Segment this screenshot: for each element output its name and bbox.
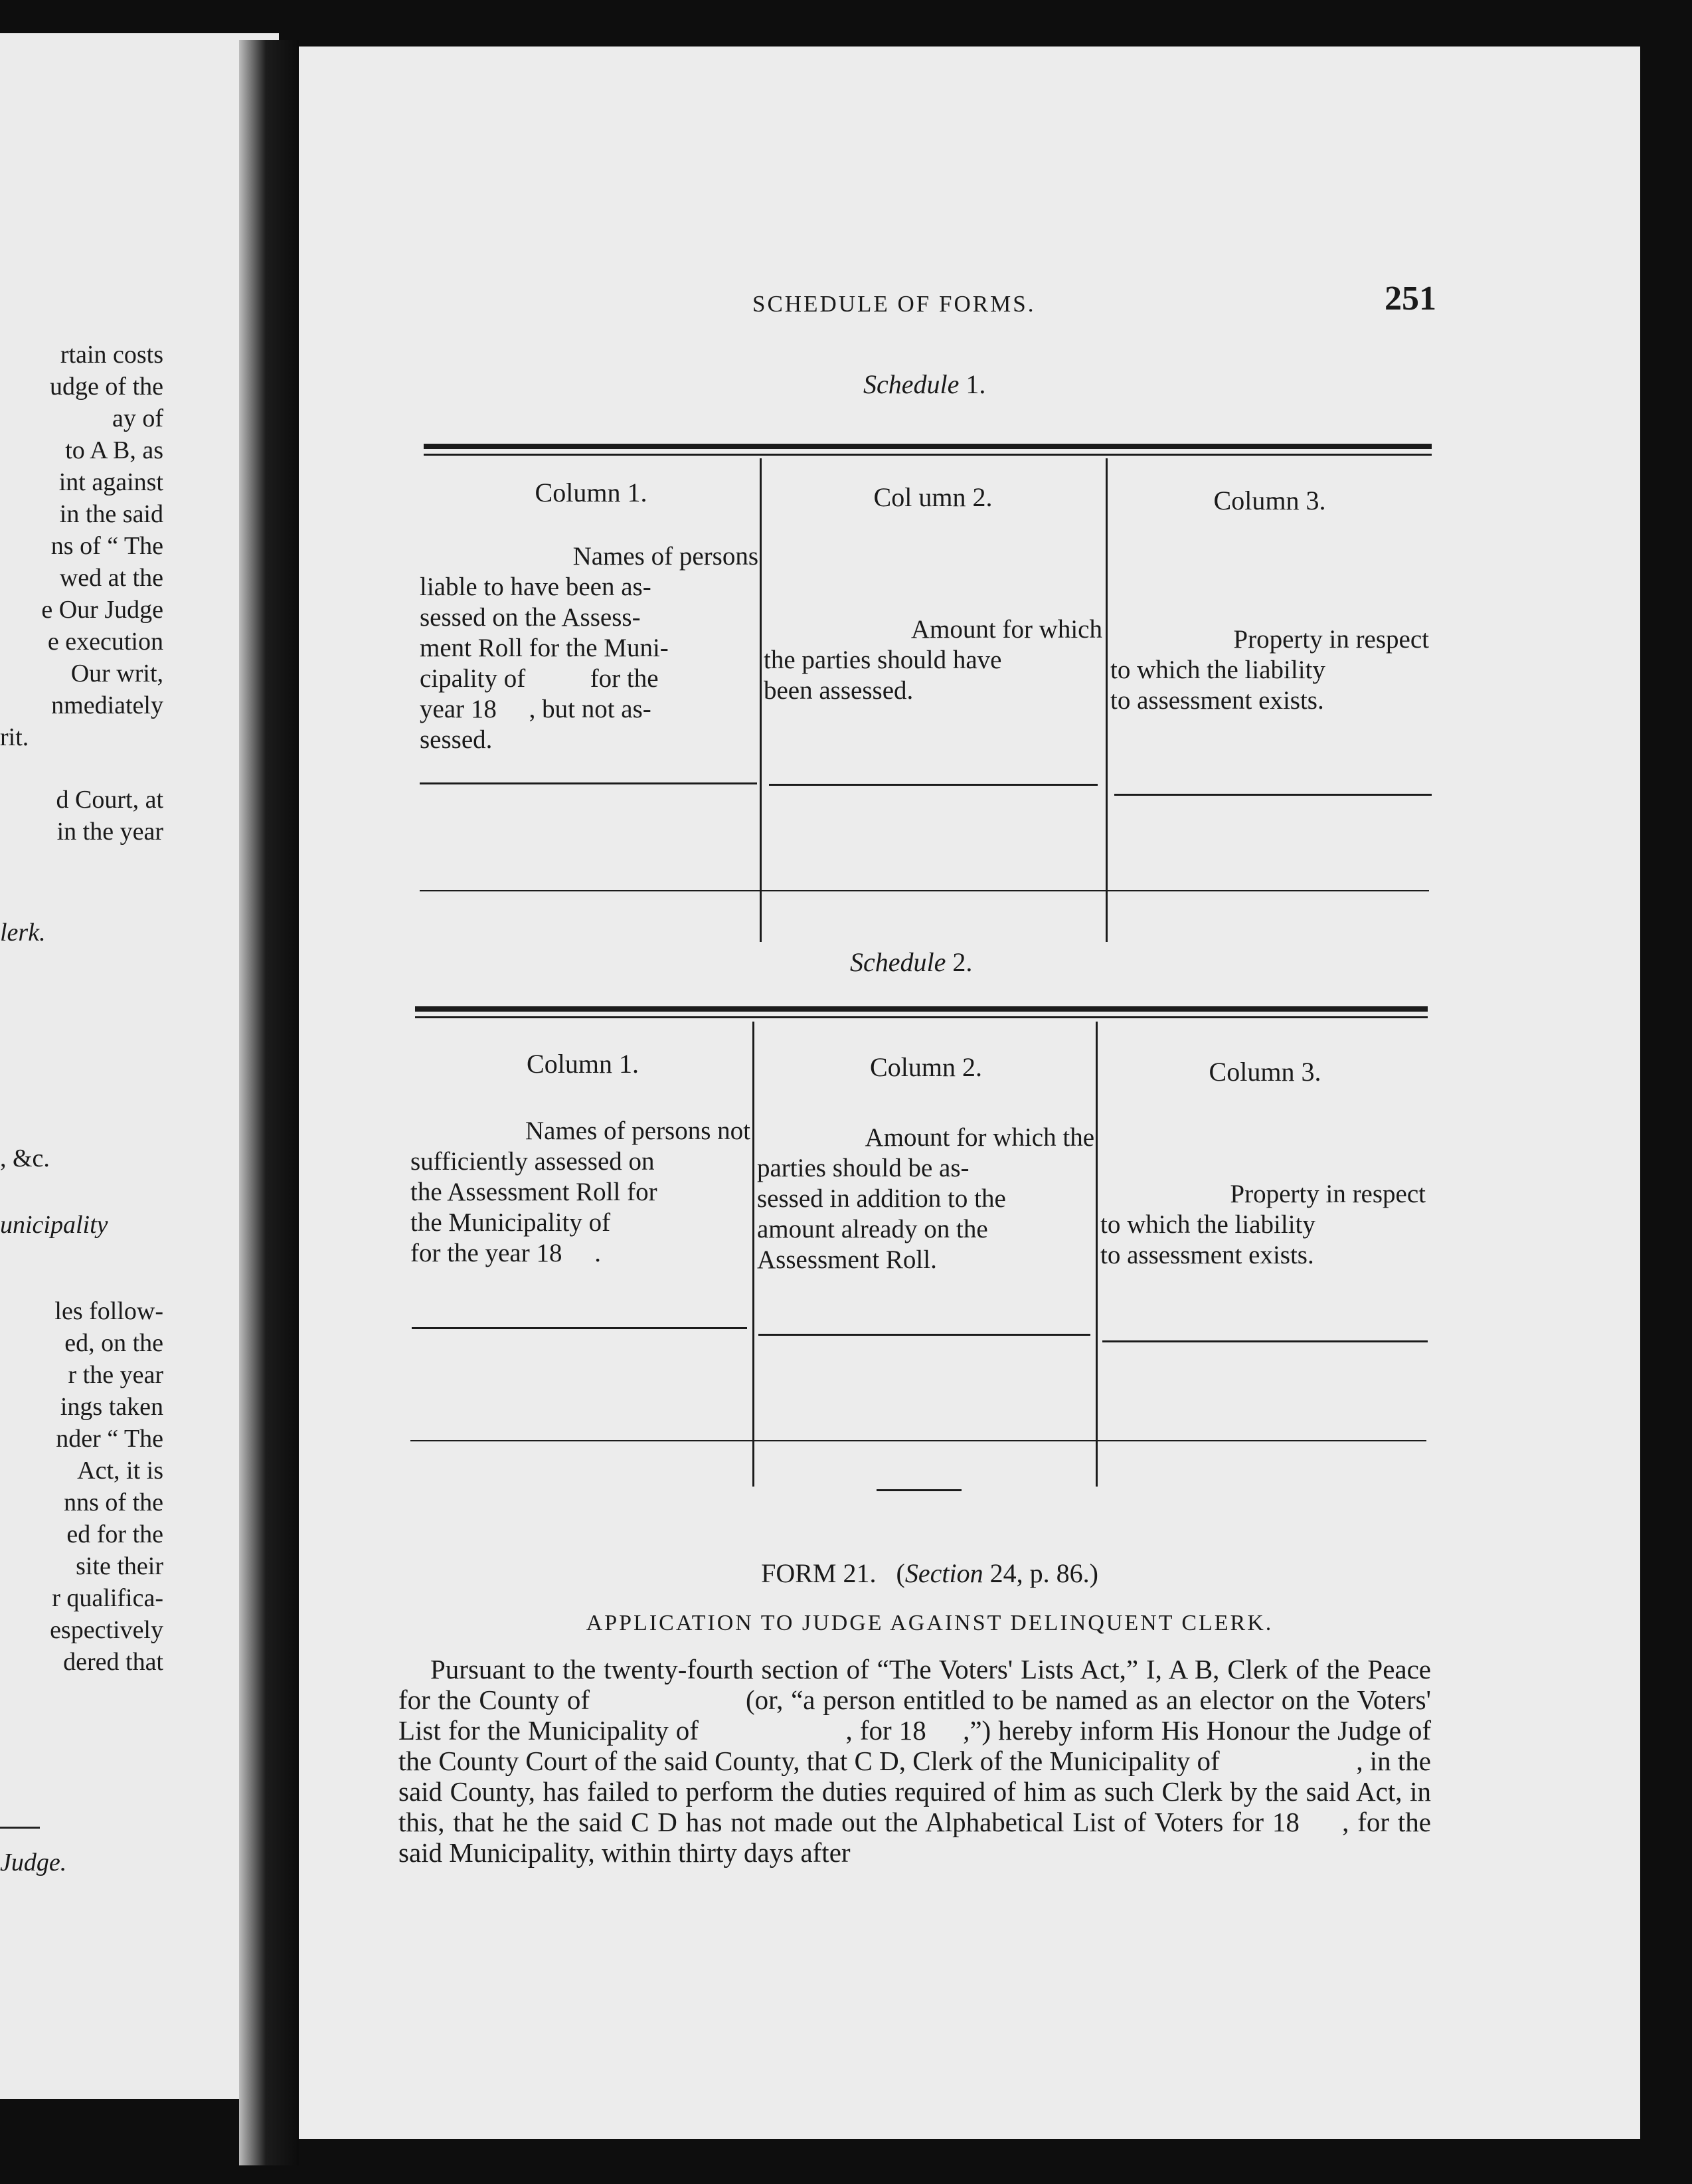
left-line: Judge. xyxy=(0,1849,67,1876)
left-line: ed, on the xyxy=(64,1329,163,1357)
schedule-1-divider xyxy=(760,458,762,942)
schedule-2-cell-rule xyxy=(412,1327,747,1329)
left-line: nns of the xyxy=(64,1489,163,1516)
schedule-2-col3-body: Property in respect to which the liability to assessment exists. xyxy=(1100,1180,1426,1269)
schedule-2-cell-rule xyxy=(1102,1340,1428,1342)
left-line: site their xyxy=(76,1552,163,1580)
schedule-1-col3-head: Column 3. xyxy=(1213,486,1326,515)
schedule-2-divider xyxy=(1096,1022,1098,1487)
left-line: e Our Judge xyxy=(41,596,163,624)
schedule-1-divider xyxy=(1106,458,1108,942)
form-21-paragraph: Pursuant to the twenty-fourth section of “The Voters' Lists Act,” I, A B, Clerk of the Peace for the County of (or, “a person entitled to be named as an elector on the Voters' List for the Municipality of , for 18 ,”) hereby inform His Honour the Judge of the County Court of the said County, that C D, Clerk of the Municipality of , in the said County, has failed to perform the duties required of him as such Clerk by the said Act, in this, that he the said C D has not made out the Alphabetical List of Voters for 18 , for the said Municipality, within thirty days after xyxy=(398,1654,1438,1868)
left-line: r the year xyxy=(68,1361,163,1389)
schedule-2-col2-head: Column 2. xyxy=(870,1052,982,1082)
left-line: lerk. xyxy=(0,919,46,947)
schedule-1-top-rule xyxy=(424,444,1432,449)
schedule-2-cell-rule xyxy=(758,1334,1090,1336)
schedule-2-top-rule xyxy=(415,1006,1428,1012)
schedule-2-col1-head: Column 1. xyxy=(527,1049,639,1079)
schedule-2-col3-head: Column 3. xyxy=(1209,1057,1321,1087)
left-line: r qualifica- xyxy=(52,1584,163,1612)
left-line: Act, it is xyxy=(77,1457,163,1485)
schedule-1-col3-body: Property in respect to which the liability to assessment exists. xyxy=(1110,625,1429,715)
schedule-1-cell-rule xyxy=(420,782,757,784)
schedule-2-top-rule-thin xyxy=(415,1016,1428,1018)
left-line: les follow- xyxy=(54,1297,163,1325)
left-line: ed for the xyxy=(66,1520,163,1548)
schedule-1-col2-body: Amount for which the parties should have been assessed. xyxy=(764,615,1102,705)
schedule-2-col1-body: Names of persons not sufficiently assessed on the Assessment Roll for the Municipality of for the year 18 . xyxy=(410,1117,750,1267)
left-line: nmediately xyxy=(51,691,163,719)
left-line: unicipality xyxy=(0,1211,108,1239)
schedule-2-col2-body: Amount for which the parties should be as- sessed in addition to the amount already on the Assessment Roll. xyxy=(757,1123,1094,1274)
schedule-2-bottom-rule xyxy=(410,1440,1426,1441)
left-line: dered that xyxy=(63,1648,163,1676)
form-21-subtitle: APPLICATION TO JUDGE AGAINST DELINQUENT CLERK. xyxy=(586,1611,1274,1635)
form-21-title: FORM 21. (Section 24, p. 86.) xyxy=(761,1558,1098,1588)
left-line: wed at the xyxy=(59,564,163,592)
left-line: ay of xyxy=(112,405,163,432)
left-line: nder “ The xyxy=(56,1425,163,1453)
schedule-2-divider xyxy=(752,1022,754,1487)
left-page-fragment xyxy=(0,33,279,2099)
schedule-1-cell-rule xyxy=(769,784,1098,786)
left-line: espectively xyxy=(50,1616,163,1644)
left-line: d Court, at xyxy=(56,786,163,814)
schedule-2-label: Schedule 2. xyxy=(850,947,973,977)
left-line: int against xyxy=(58,468,163,496)
schedule-1-bottom-rule xyxy=(420,890,1429,891)
left-line: udge of the xyxy=(50,373,163,401)
running-head: SCHEDULE OF FORMS. xyxy=(752,291,1036,317)
schedule-1-col1-head: Column 1. xyxy=(535,478,647,507)
section-separator xyxy=(877,1489,962,1491)
left-line: rtain costs xyxy=(60,341,163,369)
left-line: in the year xyxy=(56,818,163,846)
left-rule xyxy=(0,1827,40,1829)
right-page xyxy=(299,46,1640,2139)
schedule-1-cell-rule xyxy=(1114,794,1432,796)
left-line: e execution xyxy=(47,628,163,656)
left-line: Our writ, xyxy=(70,660,163,687)
page-number: 251 xyxy=(1385,280,1436,318)
left-line: rit. xyxy=(0,723,29,751)
left-line: to A B, as xyxy=(65,436,163,464)
left-line: , &c. xyxy=(0,1144,50,1172)
book-gutter xyxy=(239,40,299,2165)
schedule-1-col2-head: Col umn 2. xyxy=(873,482,993,512)
left-line: ns of “ The xyxy=(50,532,163,560)
schedule-1-top-rule-thin xyxy=(424,454,1432,456)
schedule-1-label: Schedule 1. xyxy=(863,369,986,399)
schedule-1-col1-body: Names of persons liable to have been as- sessed on the Assess- ment Roll for the Muni- cipality of for the year 18 , but not as- sessed. xyxy=(420,542,758,754)
left-line: in the said xyxy=(59,500,163,528)
left-line: ings taken xyxy=(60,1393,163,1421)
